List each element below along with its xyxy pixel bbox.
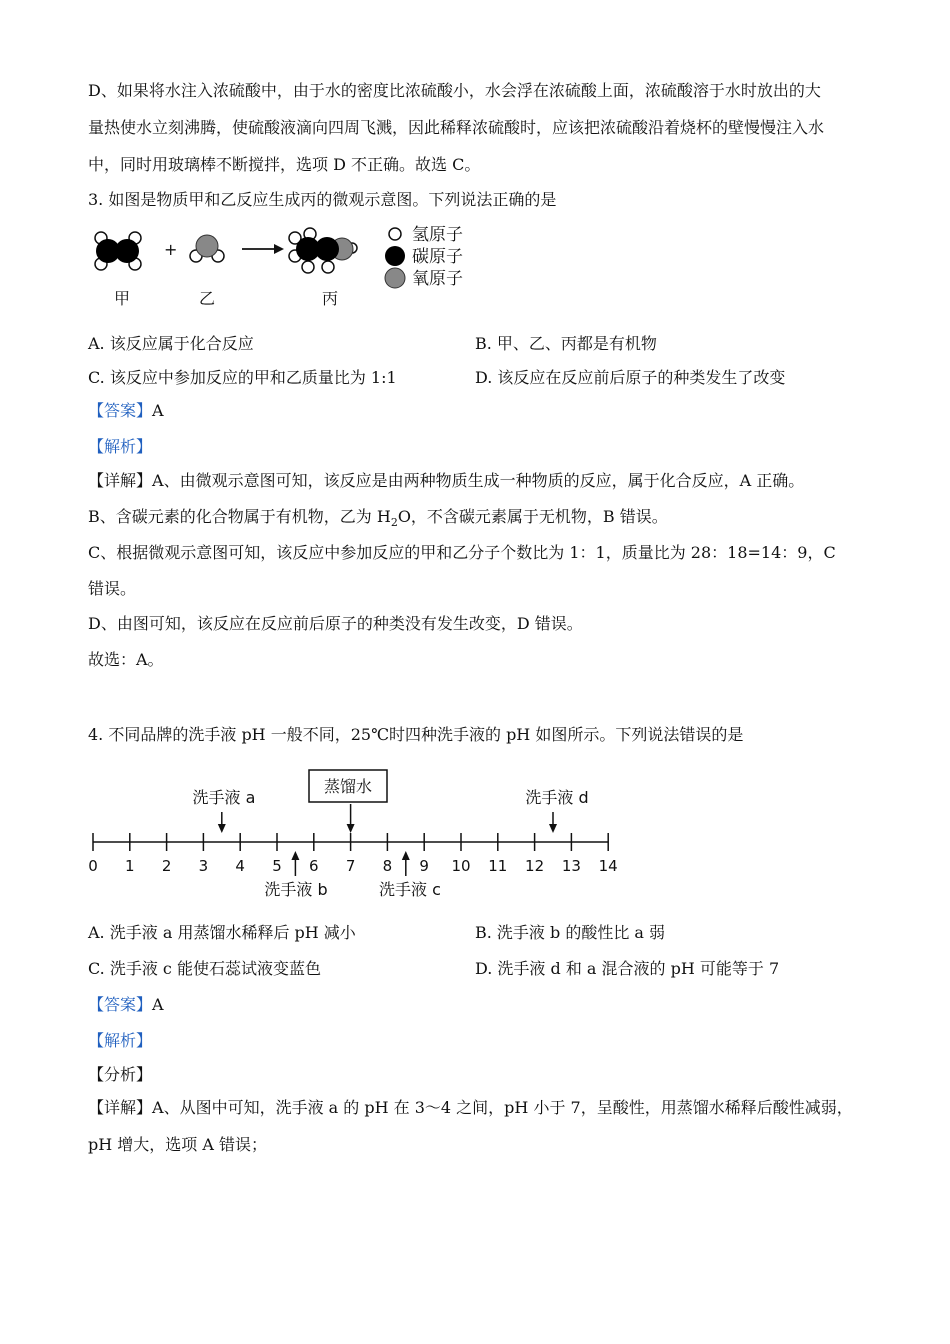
ph-tick-label: 3 bbox=[198, 857, 209, 875]
detail-text: A、从图中可知，洗手液 a 的 pH 在 3～4 之间，pH 小于 7，呈酸性，用蒸馏水稀释后酸性减弱， bbox=[152, 1098, 853, 1117]
q4-analysis-tag: 【解析】 bbox=[88, 1031, 153, 1050]
legend-carbon: 碳原子 bbox=[412, 247, 463, 267]
ph-tick-label: 6 bbox=[309, 857, 319, 875]
q4-stem: 4. 不同品牌的洗手液 pH 一般不同，25℃时四种洗手液的 pH 如图所示。下列说法错误的是 bbox=[88, 725, 744, 744]
detail-tag: 【详解】 bbox=[88, 1098, 153, 1117]
ph-tick-label: 2 bbox=[161, 857, 172, 875]
intro-line-3: 中，同时用玻璃棒不断搅拌，选项 D 不正确。故选 C。 bbox=[88, 155, 481, 174]
ph-a-arrow-head bbox=[218, 824, 226, 833]
q3-molecule-diagram bbox=[84, 222, 484, 314]
answer-value: A bbox=[152, 401, 164, 420]
answer-value: A bbox=[152, 995, 164, 1014]
molecule-jia bbox=[95, 232, 141, 270]
q4-detail-1 bbox=[88, 1097, 853, 1119]
ph-axis bbox=[88, 804, 618, 876]
q3-answer bbox=[88, 400, 164, 422]
molecule-bing bbox=[289, 228, 357, 273]
q3-detail-4: 错误。 bbox=[88, 579, 137, 598]
ph-tick-label: 12 bbox=[525, 857, 545, 875]
q4-option-a: A. 洗手液 a 用蒸馏水稀释后 pH 减小 bbox=[88, 923, 356, 942]
q4-option-b: B. 洗手液 b 的酸性比 a 弱 bbox=[475, 923, 666, 942]
q4-detail-2: pH 增大，选项 A 错误； bbox=[88, 1135, 268, 1154]
q3-detail-5: D、由图可知，该反应在反应前后原子的种类没有发生改变，D 错误。 bbox=[88, 614, 583, 633]
ph-scale-diagram bbox=[80, 764, 640, 904]
q3-detail-2 bbox=[88, 506, 668, 534]
answer-tag: 【答案】 bbox=[88, 995, 153, 1014]
ph-tick-label: 10 bbox=[451, 857, 471, 875]
detail-text: A、由微观示意图可知，该反应是由两种物质生成一种物质的反应，属于化合反应，A 正确。 bbox=[152, 471, 805, 490]
ph-tick-label: 4 bbox=[235, 857, 245, 875]
q3-option-d: D. 该反应在反应前后原子的种类发生了改变 bbox=[475, 368, 786, 387]
ph-tick-label: 13 bbox=[561, 857, 581, 875]
label-d: 洗手液 d bbox=[525, 788, 589, 807]
ph-tick-label: 9 bbox=[419, 857, 429, 875]
detail-tag: 【详解】 bbox=[88, 471, 153, 490]
legend-oxygen: 氧原子 bbox=[412, 269, 463, 289]
q3-detail-1 bbox=[88, 470, 804, 492]
intro-line-1: D、如果将水注入浓硫酸中，由于水的密度比浓硫酸小，水会浮在浓硫酸上面，浓硫酸溶于水时放出的大 bbox=[88, 81, 821, 100]
ph-tick-label: 0 bbox=[88, 857, 98, 875]
q3-option-a: A. 该反应属于化合反应 bbox=[88, 334, 254, 353]
label-yi: 乙 bbox=[199, 289, 216, 308]
label-b: 洗手液 b bbox=[264, 880, 328, 899]
ph-tick-label: 11 bbox=[488, 857, 508, 875]
ph-d-arrow-head bbox=[549, 824, 557, 833]
plus-sign: + bbox=[164, 240, 178, 259]
intro-line-2: 量热使水立刻沸腾，使硫酸液滴向四周飞溅，因此稀释浓硫酸时，应该把浓硫酸沿着烧杯的壁慢慢注入水 bbox=[88, 118, 825, 137]
legend-hydrogen: 氢原子 bbox=[412, 225, 463, 245]
ph-tick-label: 8 bbox=[382, 857, 393, 875]
ph-tick-label: 5 bbox=[272, 857, 282, 875]
q4-fenxi-tag: 【分析】 bbox=[88, 1065, 153, 1084]
subscript-2: 2 bbox=[390, 516, 398, 530]
ph-tick-label: 7 bbox=[345, 857, 356, 875]
q3-stem: 3. 如图是物质甲和乙反应生成丙的微观示意图。下列说法正确的是 bbox=[88, 190, 557, 209]
q3-detail-3: C、根据微观示意图可知，该反应中参加反应的甲和乙分子个数比为 1：1，质量比为 28：18=14：9，C bbox=[88, 543, 836, 562]
q3-analysis-tag: 【解析】 bbox=[88, 437, 153, 456]
q3-detail-6: 故选：A。 bbox=[88, 650, 164, 669]
ph-tick-label: 14 bbox=[598, 857, 618, 875]
q3-option-b: B. 甲、乙、丙都是有机物 bbox=[475, 334, 657, 353]
q4-option-c: C. 洗手液 c 能使石蕊试液变蓝色 bbox=[88, 959, 321, 978]
q4-option-d: D. 洗手液 d 和 a 混合液的 pH 可能等于 7 bbox=[475, 959, 780, 978]
q4-answer bbox=[88, 994, 164, 1016]
label-c: 洗手液 c bbox=[379, 880, 441, 899]
answer-tag: 【答案】 bbox=[88, 401, 153, 420]
legend bbox=[385, 225, 463, 289]
ph-water-arrow-head bbox=[347, 824, 355, 833]
detail-text-b1: B、含碳元素的化合物属于有机物，乙为 H bbox=[88, 507, 391, 526]
ph-tick-label: 1 bbox=[125, 857, 135, 875]
water-label: 蒸馏水 bbox=[323, 777, 373, 796]
molecule-yi bbox=[190, 235, 224, 262]
reaction-arrow bbox=[242, 244, 284, 254]
label-jia: 甲 bbox=[114, 289, 131, 308]
detail-text-b2: O，不含碳元素属于无机物，B 错误。 bbox=[397, 507, 668, 526]
ph-c-arrow-head bbox=[402, 851, 410, 860]
label-a: 洗手液 a bbox=[192, 788, 256, 807]
label-bing: 丙 bbox=[322, 289, 339, 308]
ph-b-arrow-head bbox=[291, 851, 299, 860]
q3-option-c: C. 该反应中参加反应的甲和乙质量比为 1:1 bbox=[88, 368, 397, 387]
